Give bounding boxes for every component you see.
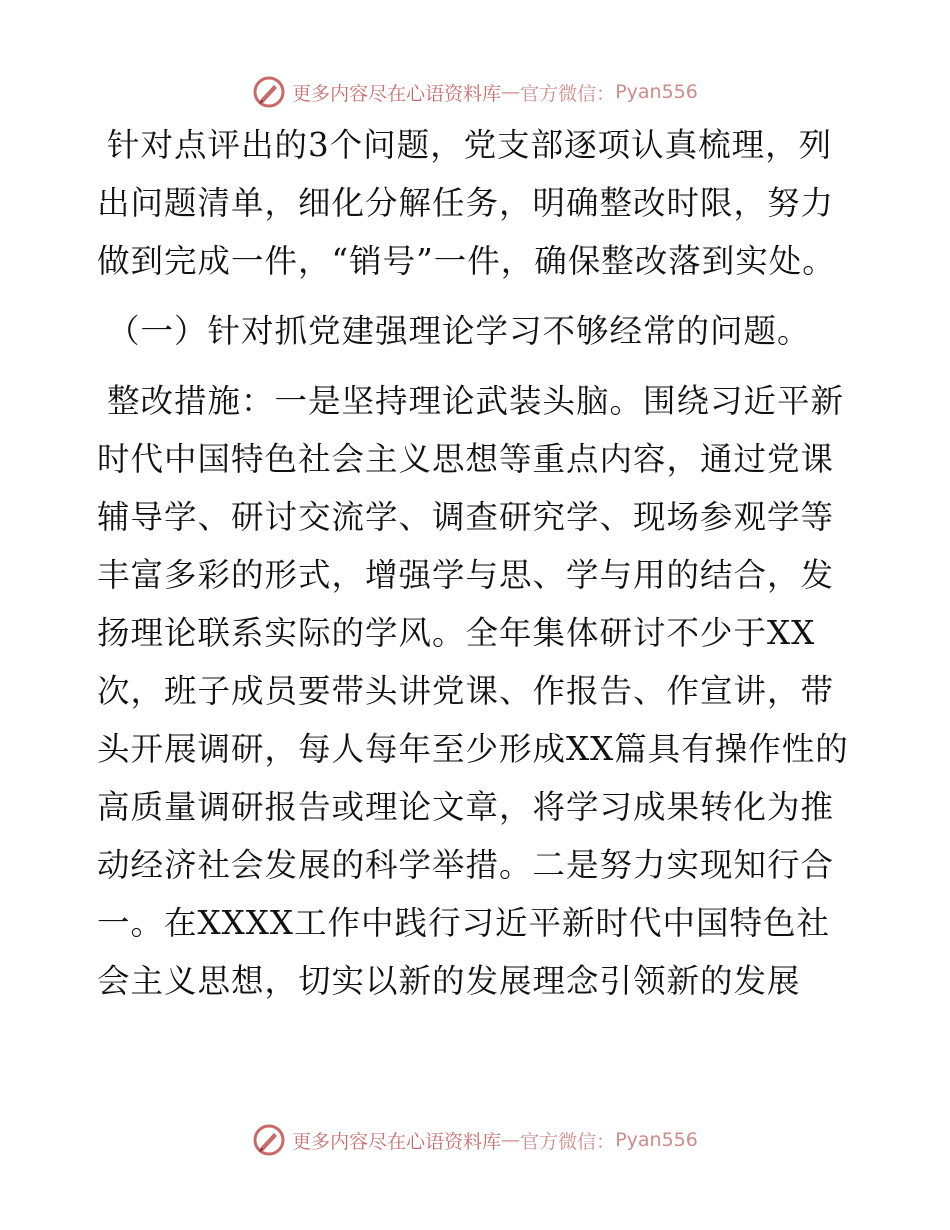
watermark-separator: — [501, 1129, 521, 1151]
watermark-handle: Pyan556 [615, 1129, 698, 1151]
section-heading: （一）针对抓党建强理论学习不够经常的问题。 [107, 312, 811, 350]
watermark-separator: — [501, 81, 521, 103]
watermark-brand: 更多内容尽在心语资料库 [292, 1130, 502, 1153]
document-body [97, 116, 857, 1010]
footer-watermark [0, 1120, 950, 1160]
watermark-brand: 更多内容尽在心语资料库 [292, 82, 502, 105]
watermark-suffix: 官方微信： [520, 1130, 616, 1153]
paragraph-intro: 针对点评出的3个问题，党支部逐项认真梳理，列出问题清单，细化分解任务，明确整改时限，努力做到完成一件，“销号”一件，确保整改落到实处。 [97, 126, 836, 280]
watermark-handle: Pyan556 [615, 81, 698, 103]
header-watermark [0, 72, 950, 112]
pen-circle-logo-icon [252, 75, 286, 109]
pen-circle-logo-icon [252, 1123, 286, 1157]
paragraph-measures: 整改措施：一是坚持理论武装头脑。围绕习近平新时代中国特色社会主义思想等重点内容，通过党课辅导学、研讨交流学、调查研究学、现场参观学等丰富多彩的形式，增强学与思、学与用的结合，发扬理论联系实际的学风。全年集体研讨不少于XX次，班子成员要带头讲党课、作报告、作宣讲，带头开展调研，每人每年至少形成XX篇具有操作性的高质量调研报告或理论文章，将学习成果转化为推动经济社会发展的科学举措。二是努力实现知行合一。在XXXX工作中践行习近平新时代中国特色社会主义思想，切实以新的发展理念引领新的发展 [97, 382, 849, 1000]
watermark-suffix: 官方微信： [520, 82, 616, 105]
